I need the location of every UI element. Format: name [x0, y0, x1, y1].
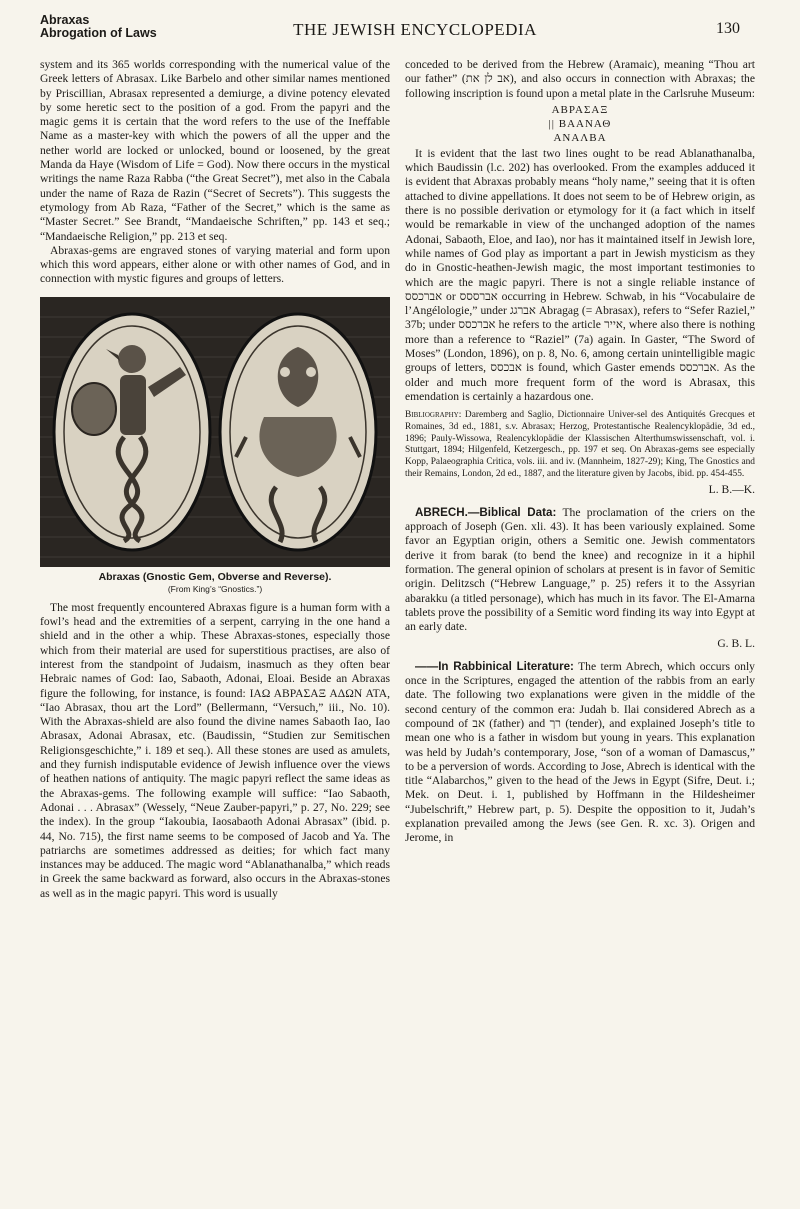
paragraph: system and its 365 worlds corresponding with the numerical value of the Greek letters of Abrasax. Like Barbelo and other similar names mentioned by Priscillian, Abrasax represented a demiurge, a divine potency elevated by some heretic sect to the position of a god. From the papyri and the magic gems it is certain that the word refers to the use of the Ineffable Name as a master-key with which the powers of all the upper and the nether world are locked or unlocked, bound or loosened, by the great Manda da Haye (Wisdom of Life = God). Now there occurs in the mystical writings the name Raza Rabba (“the Great Secret”), met also in the Cabala under the name of Raza de Razin (“Secret of Secrets”). This suggests the etymology from Ab Raza, “Father of the Secret,” which is the same as “Master Secret.” See Brandt, “Mandaeische Schriften,” pp. 143 et seq.; “Mandaeische Religion,” pp. 213 et seq. — [40, 58, 390, 243]
gem-obverse — [54, 314, 210, 550]
bibliography — [405, 410, 755, 480]
subsection-text: The term Abrech, which occurs only once in the Scriptures, engaged the attention of the rabbis from an early date. The following two explanations were given in the middle of the second century of the common era: Judah b. Ilai considered Abrech as a compound of אב (father) and רך (tender), and explained Joseph’s title to mean one who is a father in wisdom but young in years. This explanation was held by Judah’s contemporary, Jose, “son of a woman of Damascus,” to be a perversion of words. According to Jose, Abrech is identical with the title “Alabarchos,” given to the head of the Jews in Egypt (Sifre, Deut. i.; Mek. on Deut. i. 1, published by Hoffmann in the Hildesheimer “Jubelschrift,” Hebrew part, p. 5). Despite the opposition to it, Judah’s explanation prevailed among the Jews (see Gen. R. xc. 3). Origen and Jerome, in — [405, 659, 755, 845]
author-signature: L. B.—K. — [708, 483, 755, 497]
subsection-heading: ——In Rabbinical Literature: — [415, 659, 574, 673]
left-column — [40, 58, 390, 901]
running-head-line2: Abrogation of Laws — [40, 26, 157, 40]
bibliography-text: Daremberg and Saglio, Dictionnaire Univer-sel des Antiquités Grecques et Romaines, 3d ed., 1881, s.v. Abrasax; Herzog, Protestantische Realencyklopädie, 3d ed., 1896; Pauly-Wissowa, Realencyklopädie der Klassischen Alterthumswissenschaft, vol. i. Stuttgart, 1894; Hilgenfeld, Ketzergesch., pp. 197 et seq. On Abraxas-gems see especially Kopp, Palaeographia Critica, vols. iii. and iv. (Mannheim, 1827-29); King, The Gnostics and their Remains, London, 2d ed., 1887, and the literature given by Jacobs, ibid. pp. 454-455. — [405, 410, 756, 479]
paragraph: It is evident that the last two lines ought to be read Ablanathanalba, which Baudissin (l.c. 202) has overlooked. From the examples adduced it is evident that Abraxas probably means “holy name,” seeing that it is often attached to divine appellations. It does not seem to be of Hebrew origin, as there is no possible derivation or etymology for it (a fact which in itself would be remarkable in view of the unchanged adoption of the names Adonai, Sabaoth, Eloe, and Iao), nor has it maintained itself in Jewish lore, while names of God play as important a part in Jewish mysticism as they do in Gnostic-heathen-Jewish magic, the most important testimonies to which are the magic papyri. There is not a single reliable instance of אברכסס or אברססס occurring in Hebrew. Schwab, in his “Vocabulaire de l’Angélologie,” under אברגג Abragag (= Abrasax), refers to “Sefer Raziel,” 37b; under אברכסס he refers to the article אייר, where also there is nothing more than a reference to “Raziel” (7a) again. In Gaster, “The Sword of Moses” (London, 1896), on p. 8, No. 6, among certain unintelligible magic groups of letters, אבכסס is found, which Gaster emends אברכסס. As the older and much more frequent form of the word is Abrasax, this emendation is certainly a hazardous one. — [405, 146, 756, 403]
figure-caption: Abraxas (Gnostic Gem, Obverse and Reverse). — [98, 570, 332, 583]
entry-abrech — [405, 506, 755, 635]
paragraph: conceded to be derived from the Hebrew (Aramaic), meaning “Thou art our father” (אב לן את), and also occurs in connection with Abraxas; the following inscription is found upon a metal plate in the Carlsruhe Museum: — [405, 58, 756, 100]
entry-rabbinical — [405, 660, 755, 846]
page-number: 130 — [716, 20, 740, 37]
figure-credit: (From King’s “Gnostics.”) — [167, 583, 263, 594]
gem-reverse — [220, 314, 376, 550]
paragraph: The most frequently encountered Abraxas figure is a human form with a fowl’s head and the extremities of a serpent, carrying in the one hand a shield and in the other a whip. These Abraxas-stones, especially those which from their material are used for superstitious practises, are also of interest from the standpoint of Judaism, inasmuch as they often bear Hebraic names of God: Iao, Sabaoth, Adonai, Eloai. Beside an Abraxas figure the following, for instance, is found: ΙΑΩ ΑΒΡΑΣΑΞ ΑΔΩΝ ΑΤΑ, “Iao Abrasax, thou art the Lord” (Bellermann, “Versuch,” iii., No. 10). With the Abraxas-shield are also found the divine names Sabaoth Iao, Iao Abrasax, Adonai Abrasax, etc. (Baudissin, “Studien zur Semitischen Religionsgeschichte,” i. 189 et seq.). All these stones are used as amulets, and they furnish indisputable evidence of Jewish influence over the views of heathen nations of antiquity. The magic papyri reflect the same ideas as the Abraxas-gems. The following example will suffice: “Iao Sabaoth, Adonai . . . Abrasax” (Wessely, “Neue Zauber-papyri,” p. 27, No. 229; see the index). In the group “Iakoubia, Iaosabaoth Adonai Abrasax” (ibid. p. 44, No. 715), the first name seems to be composed of Jacob and Ya. The patriarchs are sometimes addressed as deities; for which fact many instances may be adduced. The magic word “Ablanathanalba,” which reads in Greek the same backward as forward, also occurs in the Abraxas-stones as well as in the magic papyri. This word is usually — [40, 600, 390, 900]
gem-engraving-image — [40, 297, 390, 567]
right-column — [405, 58, 755, 846]
inscription-line: ΑΒΡΑΣΑΞ — [551, 103, 609, 116]
author-signature: G. B. L. — [717, 637, 755, 651]
abraxas-gem-illustration — [40, 297, 390, 567]
inscription-line: ΑΝΑΛΒΑ — [553, 131, 607, 144]
metal-plate-inscription — [405, 103, 755, 145]
inscription-line: || ΒΑΑΝΑΘ — [548, 117, 612, 130]
paragraph: Abraxas-gems are engraved stones of varying material and form upon which this word appears, either alone or with other names of God, and in connection with mystic figures and groups of letters. — [40, 243, 390, 286]
running-head-line1: Abraxas — [40, 13, 90, 27]
bibliography-label: Bibliography: — [405, 410, 462, 421]
page-header — [40, 10, 740, 54]
entry-text: The proclamation of the criers on the approach of Joseph (Gen. xli. 43). It has been variously explained. Some favor an Egyptian origin, others a Semitic one. Jewish commentators derive it from barak (to bend the knee) and recognize in it a hiphil formation. The general opinion of scholars at present is in favor of Semitic origin. Delitzsch (“Hebrew Language,” p. 25) refers it to the Assyrian abarakku (a titled personage), which has much in its favor. The El-Amarna tablets prove the possibility of a Semitic word finding its way into Egypt at an early date. — [405, 505, 755, 634]
entry-heading: ABRECH.—Biblical Data: — [415, 505, 557, 519]
running-head — [40, 14, 157, 40]
publication-title: THE JEWISH ENCYCLOPEDIA — [293, 20, 537, 39]
